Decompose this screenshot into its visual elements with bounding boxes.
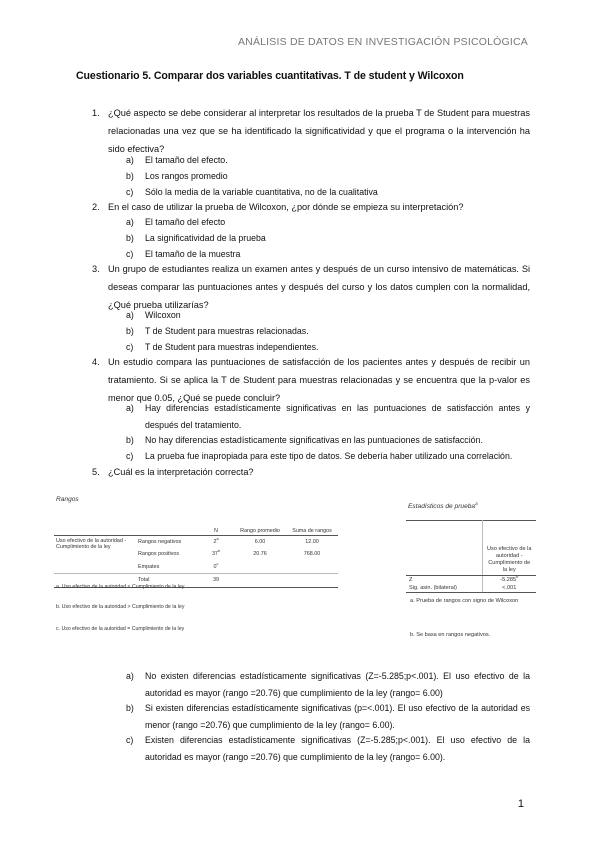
option-text: La significatividad de la prueba — [145, 233, 266, 243]
row-label: Z — [406, 576, 482, 585]
option-letter: b) — [126, 703, 134, 713]
option-letter: c) — [126, 451, 134, 461]
row-n: 2 — [213, 538, 217, 545]
question-text: Un grupo de estudiantes realiza un examen antes y después de un curso intensivo de matemáticas. Si deseas comparar las puntuaciones antes y después del curso y los datos cumplen con la normalidad, ¿Qué prueba utilizarías? — [108, 264, 530, 310]
table-row — [406, 576, 536, 585]
row-n: 0 — [213, 563, 217, 570]
option-text: No hay diferencias estadísticamente significativas en las puntuaciones de satisfacción. — [145, 435, 483, 445]
option-letter: b) — [126, 435, 134, 445]
ranks-table-title: Rangos — [56, 496, 79, 503]
option[interactable] — [126, 214, 530, 231]
option-text: El tamaño del efecto. — [145, 155, 228, 165]
row-sum: 768.00 — [303, 551, 321, 558]
row-label: Empates — [138, 563, 160, 570]
option-text: El tamaño de la muestra — [145, 249, 241, 259]
option-letter: b) — [126, 326, 134, 336]
stats-footnote: b. Se basa en rangos negativos. — [410, 632, 491, 638]
ranks-header-mean: Rango promedio — [240, 527, 280, 534]
question-text: ¿Cuál es la interpretación correcta? — [108, 467, 254, 477]
option[interactable] — [126, 432, 530, 449]
option[interactable] — [126, 700, 530, 734]
option-letter: a) — [126, 310, 134, 320]
ranks-footnote: a. Uso efectivo de la autoridad < Cumplimiento de la ley — [56, 584, 185, 590]
option-letter: b) — [126, 233, 134, 243]
option-letter: a) — [126, 671, 134, 681]
question-1 — [92, 104, 530, 158]
option-letter: c) — [126, 187, 134, 197]
option[interactable] — [126, 152, 530, 169]
question-5 — [92, 463, 530, 481]
option-text: Hay diferencias estadísticamente significativas en las puntuaciones de satisfacción antes y después del tratamiento. — [145, 403, 530, 430]
question-text: ¿Qué aspecto se debe considerar al interpretar los resultados de la prueba T de Student para muestras relacionadas una vez que se ha identificado la significatividad y que el programa o la intervención ha sido efectiva? — [108, 108, 530, 154]
table-row — [54, 535, 338, 548]
option-text: Los rangos promedio — [145, 171, 228, 181]
row-n: 39 — [213, 577, 219, 584]
option-text: Si existen diferencias estadísticamente significativas (p=<.001). El uso efectivo de la autoridad es menor (rango =20.76) que cumplimiento de la ley (rango= 6.00). — [145, 703, 530, 730]
option[interactable] — [126, 307, 530, 324]
option[interactable] — [126, 400, 530, 434]
running-header: ANÁLISIS DE DATOS EN INVESTIGACIÓN PSICOLÓGICA — [237, 36, 528, 48]
question-number: 3. — [92, 264, 100, 274]
ranks-header-sum: Suma de rangos — [292, 527, 332, 534]
row-label: Sig. asin. (bilateral) — [406, 584, 482, 593]
row-n: 37 — [211, 551, 218, 558]
option-letter: c) — [126, 249, 134, 259]
row-value: <.001 — [482, 584, 536, 593]
row-value: -5.285 — [500, 577, 517, 583]
option-text: T de Student para muestras relacionadas. — [145, 326, 309, 336]
option-letter: a) — [126, 155, 134, 165]
option-text: La prueba fue inapropiada para este tipo de datos. Se debería haber utilizado una correlación. — [145, 451, 513, 461]
option-text: T de Student para muestras independientes. — [145, 342, 319, 352]
stats-table-title: Estadísticos de prueba$^a$ — [408, 500, 478, 510]
stats-table — [406, 520, 536, 593]
option-letter: c) — [126, 342, 134, 352]
option[interactable] — [126, 732, 530, 766]
option-text: Sólo la media de la variable cuantitativa, no de la cualitativa — [145, 187, 378, 197]
question-4 — [92, 353, 530, 407]
row-label: Rangos positivos — [138, 551, 180, 558]
option[interactable] — [126, 668, 530, 702]
question-text: En el caso de utilizar la prueba de Wilcoxon, ¿por dónde se empieza su interpretación? — [108, 202, 464, 212]
page-title: Cuestionario 5. Comparar dos variables cuantitativas. T de student y Wilcoxon — [76, 70, 464, 82]
option-text: El tamaño del efecto — [145, 217, 226, 227]
stats-footnote: a. Prueba de rangos con signo de Wilcoxon — [410, 598, 519, 604]
question-number: 2. — [92, 202, 100, 212]
ranks-variable-label: Uso efectivo de la autoridad - Cumplimiento de la ley — [56, 537, 127, 550]
row-value-sup: b — [516, 574, 519, 580]
row-label: Total — [138, 577, 150, 584]
option-letter: a) — [126, 403, 134, 413]
option-text: Existen diferencias estadísticamente significativas (Z=-5.285;p<.001). El uso efectivo de la autoridad es mayor (rango =20.76) que cumplimiento de la ley (rango= 6.00). — [145, 735, 530, 762]
option-letter: a) — [126, 217, 134, 227]
ranks-header-n: N — [214, 527, 218, 534]
row-mean: 6.00 — [254, 538, 266, 545]
question-text: Un estudio compara las puntuaciones de satisfacción de los pacientes antes y después de recibir un tratamiento. Si se aplica la T de Student para muestras relacionadas y se encuentra que la p-valor es menor que 0.05, ¿Qué se puede concluir? — [108, 357, 530, 403]
question-number: 4. — [92, 357, 100, 367]
row-sum: 12.00 — [305, 538, 319, 545]
question-number: 1. — [92, 108, 100, 118]
option[interactable] — [126, 230, 530, 247]
row-label: Rangos negativos — [138, 538, 182, 545]
option[interactable] — [126, 168, 530, 185]
ranks-footnote: c. Uso efectivo de la autoridad = Cumplimiento de la ley — [56, 626, 185, 632]
question-number: 5. — [92, 467, 100, 477]
page-number: 1 — [517, 798, 524, 810]
question-3 — [92, 260, 530, 314]
option-letter: b) — [126, 171, 134, 181]
stats-column-header: Uso efectivo de la autoridad - Cumplimiento de la ley — [482, 521, 536, 576]
option-text: No existen diferencias estadísticamente significativas (Z=-5.285;p<.001). El uso efectivo de la autoridad es mayor (rango =20.76) que cumplimiento de la ley (rango= 6.00) — [145, 671, 530, 698]
row-mean: 20.76 — [253, 551, 267, 558]
row-n-sup: b — [217, 549, 221, 554]
ranks-table — [54, 513, 338, 588]
table-row — [406, 584, 536, 593]
option[interactable] — [126, 323, 530, 340]
row-n-sup: a — [216, 536, 219, 541]
option-text: Wilcoxon — [145, 310, 181, 320]
ranks-footnote: b. Uso efectivo de la autoridad > Cumplimiento de la ley — [56, 604, 185, 610]
option-letter: c) — [126, 735, 134, 745]
row-n-sup: c — [216, 561, 219, 566]
